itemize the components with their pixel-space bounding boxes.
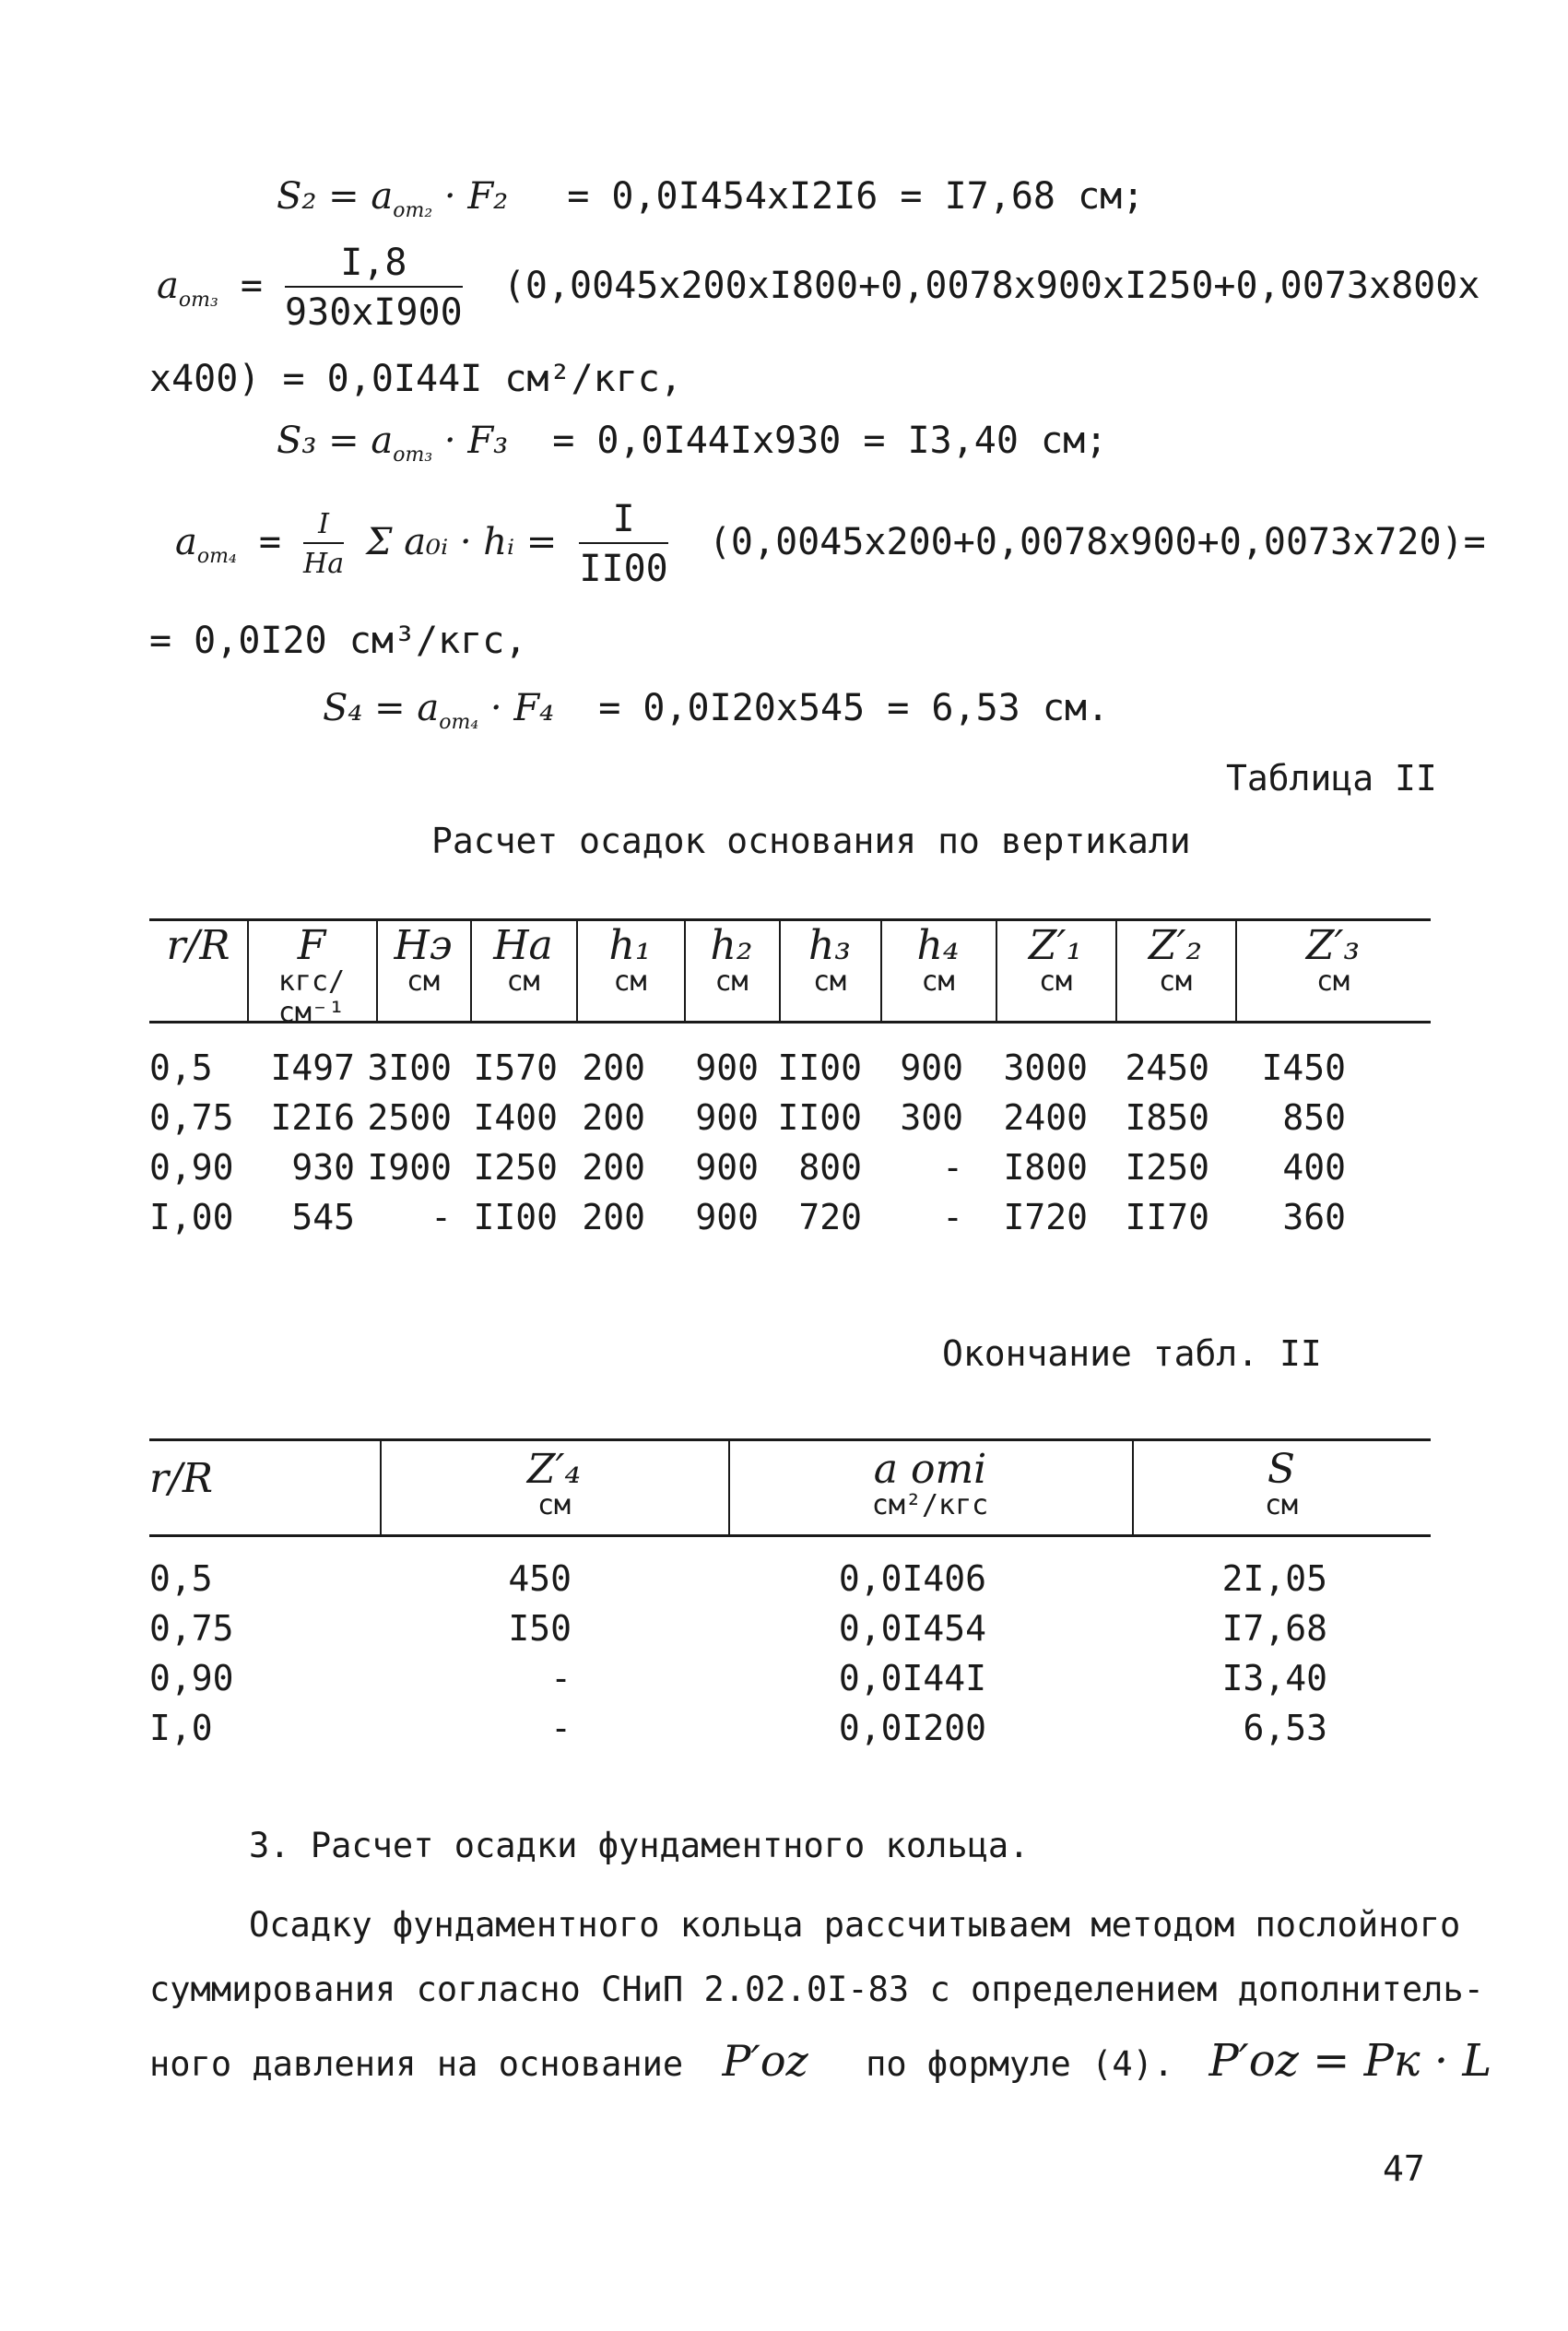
table1-header-cell xyxy=(1115,922,1235,998)
table1-header-unit: см xyxy=(613,965,647,998)
table1-header-cell xyxy=(880,922,996,998)
table1-header-cell xyxy=(996,922,1115,998)
formula-s4 xyxy=(323,687,1109,734)
formula-a4-sub: om₄ xyxy=(196,545,237,568)
formula-a4-rhs: (0,0045x200+0,0078x900+0,0073x720)= xyxy=(708,521,1486,563)
formula-a3-lhs: a xyxy=(157,265,179,307)
table2-header-unit: см²/кгс xyxy=(871,1489,989,1521)
table1-cell: 900 xyxy=(695,1097,759,1138)
formula-s4-tail: · F₄ xyxy=(478,687,555,729)
p-oz-formula: P′oz = Pк · L xyxy=(1208,2035,1492,2087)
section-para-line3a: ного давления на основание xyxy=(149,2044,684,2084)
formula-a3-rhs: (0,0045x200xI800+0,0078x900xI250+0,0073x800x xyxy=(502,265,1480,307)
formula-a3-continued: x400) = 0,0I44I см²/кгс, xyxy=(149,358,682,400)
formula-s3-sub: om₃ xyxy=(393,444,433,467)
table1-header-symbol: Z′₃ xyxy=(1305,922,1361,969)
formula-s2-rhs: = 0,0I454xI2I6 = I7,68 см; xyxy=(567,175,1145,218)
table1-header-symbol: Hэ xyxy=(394,922,453,969)
table2-header-cell xyxy=(1132,1446,1431,1521)
table1-header-symbol: h₃ xyxy=(808,922,851,969)
formula-a4-den: II00 xyxy=(579,548,668,590)
table2-cell: 0,75 xyxy=(149,1608,234,1649)
formula-a3-den: 930xI900 xyxy=(285,291,463,334)
table2-header-cell xyxy=(728,1446,1132,1521)
table1-cell: 900 xyxy=(900,1047,963,1088)
table1-cell: II00 xyxy=(777,1047,862,1088)
table1-header-unit: см xyxy=(406,965,441,998)
formula-s3-tail: · F₃ xyxy=(432,420,509,462)
section-para-line2: суммирования согласно СНиП 2.02.0I-83 с определением дополнитель- xyxy=(149,1970,1484,2009)
table1-cell: 545 xyxy=(291,1197,355,1237)
table1-header-cell xyxy=(376,922,470,998)
table1-cell: I800 xyxy=(1003,1147,1088,1188)
table1-cell: - xyxy=(942,1197,963,1237)
table1-cell: 900 xyxy=(695,1147,759,1188)
table2-cell: 0,0I200 xyxy=(838,1708,986,1748)
formula-s4-lhs: S₄ = a xyxy=(323,687,440,729)
table1-header-unit: кгс/см⁻¹ xyxy=(277,965,346,1029)
table1-header-cell xyxy=(1235,922,1431,998)
table2-header-unit: см xyxy=(1264,1489,1299,1521)
formula-s3 xyxy=(277,420,1107,467)
table1-cell: 200 xyxy=(582,1147,645,1188)
table1-cell: 3I00 xyxy=(367,1047,452,1088)
table2-header-unit: см xyxy=(536,1489,572,1521)
table1-cell: 850 xyxy=(1282,1097,1346,1138)
table2-cell: 6,53 xyxy=(1243,1708,1327,1748)
table1-cell: II00 xyxy=(473,1197,558,1237)
table1-cell: 0,90 xyxy=(149,1147,234,1188)
formula-a3 xyxy=(157,242,1480,334)
table1-header-unit: см xyxy=(1038,965,1073,998)
table1-header-symbol: F xyxy=(297,922,326,969)
table1-cell: 2400 xyxy=(1003,1097,1088,1138)
formula-a4-prefrac xyxy=(303,508,344,580)
table1-cell: I720 xyxy=(1003,1197,1088,1237)
table2-cell: 0,0I454 xyxy=(838,1608,986,1649)
table2-cell: 0,0I406 xyxy=(838,1558,986,1599)
table1-header-symbol: Ha xyxy=(493,922,553,969)
table2-cell: 2I,05 xyxy=(1221,1558,1327,1599)
formula-s3-lhs: S₃ = a xyxy=(277,420,394,462)
table1-cell: 360 xyxy=(1282,1197,1346,1237)
formula-s4-rhs: = 0,0I20x545 = 6,53 см. xyxy=(598,687,1110,729)
formula-a4-eq: = xyxy=(236,521,304,563)
section-heading: 3. Расчет осадки фундаментного кольца. xyxy=(249,1826,1030,1865)
table2-label: Окончание табл. II xyxy=(942,1333,1322,1374)
table1-cell: I497 xyxy=(270,1047,355,1088)
table1-cell: 930 xyxy=(291,1147,355,1188)
formula-s2-lhs: S₂ = a xyxy=(277,175,394,218)
table1-cell: I850 xyxy=(1125,1097,1209,1138)
table1-title: Расчет осадок основания по вертикали xyxy=(431,821,1191,861)
table2-cell: 0,90 xyxy=(149,1658,234,1698)
table1-header-cell xyxy=(247,922,376,1029)
table2-cell: 450 xyxy=(508,1558,572,1599)
table1-header-unit: см xyxy=(812,965,847,998)
table1-header-unit: см xyxy=(1315,965,1350,998)
table1-cell: II00 xyxy=(777,1097,862,1138)
table2-header-cell xyxy=(149,1449,380,1502)
section-para-line3 xyxy=(149,2024,1491,2101)
table1-cell: 2500 xyxy=(367,1097,452,1138)
table1-header-cell xyxy=(470,922,576,998)
formula-s3-rhs: = 0,0I44Ix930 = I3,40 см; xyxy=(552,420,1108,462)
table2-cell: - xyxy=(550,1708,572,1748)
table2-header-symbol: S xyxy=(1267,1446,1296,1493)
table1-cell: I250 xyxy=(473,1147,558,1188)
table1-header-unit: см xyxy=(1158,965,1193,998)
table1-cell: 2450 xyxy=(1125,1047,1209,1088)
table1-cell: - xyxy=(430,1197,452,1237)
formula-a4-continued: = 0,0I20 см³/кгс, xyxy=(149,620,527,662)
table1-header-symbol: Z′₂ xyxy=(1148,922,1203,969)
table1-cell: 0,75 xyxy=(149,1097,234,1138)
formula-s2-tail: · F₂ xyxy=(432,175,509,218)
table2-header-rule xyxy=(149,1534,1431,1537)
table2-header-symbol: r/R xyxy=(149,1455,213,1502)
table2-cell: - xyxy=(550,1658,572,1698)
table1-cell: 900 xyxy=(695,1197,759,1237)
table1-header-unit: см xyxy=(506,965,540,998)
table2-cell: 0,5 xyxy=(149,1558,213,1599)
table1-header-symbol: r/R xyxy=(166,922,230,969)
formula-s2 xyxy=(277,175,1144,222)
formula-a4 xyxy=(175,498,1486,590)
table2-cell: 0,0I44I xyxy=(838,1658,986,1698)
table1-cell: II70 xyxy=(1125,1197,1209,1237)
table1-cell: 400 xyxy=(1282,1147,1346,1188)
table1-cell: 3000 xyxy=(1003,1047,1088,1088)
table1-top-rule xyxy=(149,918,1431,921)
table1-cell: 200 xyxy=(582,1047,645,1088)
table1-cell: - xyxy=(942,1147,963,1188)
formula-s2-sub: om₂ xyxy=(393,199,433,222)
table1-header-symbol: h₁ xyxy=(608,922,652,969)
table1-header-cell xyxy=(576,922,684,998)
table1-cell: I400 xyxy=(473,1097,558,1138)
section-para-line3b: по формуле (4). xyxy=(866,2044,1174,2084)
table1-cell: 720 xyxy=(798,1197,862,1237)
formula-a4-lhs: a xyxy=(175,521,197,563)
formula-s4-sub: om₄ xyxy=(439,711,479,734)
table2-cell: I7,68 xyxy=(1221,1608,1327,1649)
table1-header-cell xyxy=(684,922,779,998)
table2-top-rule xyxy=(149,1438,1431,1441)
table2-cell: I50 xyxy=(508,1608,572,1649)
formula-a3-eq: = xyxy=(218,265,286,307)
formula-a4-sum: Σ a₀ᵢ · hᵢ = xyxy=(366,521,558,563)
table1-header-symbol: Z′₁ xyxy=(1028,922,1083,969)
formula-a3-num: I,8 xyxy=(285,242,463,288)
table1-cell: 300 xyxy=(900,1097,963,1138)
table2-header-symbol: a omi xyxy=(873,1446,987,1493)
page-number: 47 xyxy=(1383,2148,1425,2189)
table1-cell: I2I6 xyxy=(270,1097,355,1138)
table1-label: Таблица II xyxy=(1226,758,1437,799)
table1-cell: 0,5 xyxy=(149,1047,213,1088)
formula-a3-fraction xyxy=(285,242,463,334)
p-oz-symbol: P′oz xyxy=(722,2036,808,2086)
table2-cell: I3,40 xyxy=(1221,1658,1327,1698)
table1-header-cell xyxy=(779,922,880,998)
table1-cell: I900 xyxy=(367,1147,452,1188)
table2-header-cell xyxy=(380,1446,728,1521)
table1-cell: I,00 xyxy=(149,1197,234,1237)
formula-a4-prefrac-den: Ha xyxy=(303,548,345,580)
formula-a4-prefrac-num: I xyxy=(303,508,344,544)
table1-cell: 800 xyxy=(798,1147,862,1188)
table1-cell: I450 xyxy=(1261,1047,1346,1088)
formula-a3-sub: om₃ xyxy=(178,289,218,312)
table1-header-symbol: h₄ xyxy=(916,922,960,969)
table1-header-unit: см xyxy=(714,965,749,998)
table1-header-symbol: h₂ xyxy=(710,922,753,969)
table1-cell: 200 xyxy=(582,1197,645,1237)
table1-cell: I570 xyxy=(473,1047,558,1088)
section-para-line1: Осадку фундаментного кольца рассчитываем методом послойного xyxy=(249,1905,1461,1945)
table1-header-unit: см xyxy=(921,965,955,998)
table2-header-symbol: Z′₄ xyxy=(526,1446,582,1493)
table1-cell: 900 xyxy=(695,1047,759,1088)
table2-cell: I,0 xyxy=(149,1708,213,1748)
formula-a4-fraction xyxy=(579,498,667,590)
table1-header-cell xyxy=(149,922,247,969)
formula-a4-num: I xyxy=(579,498,667,544)
table1-cell: I250 xyxy=(1125,1147,1209,1188)
table1-cell: 200 xyxy=(582,1097,645,1138)
